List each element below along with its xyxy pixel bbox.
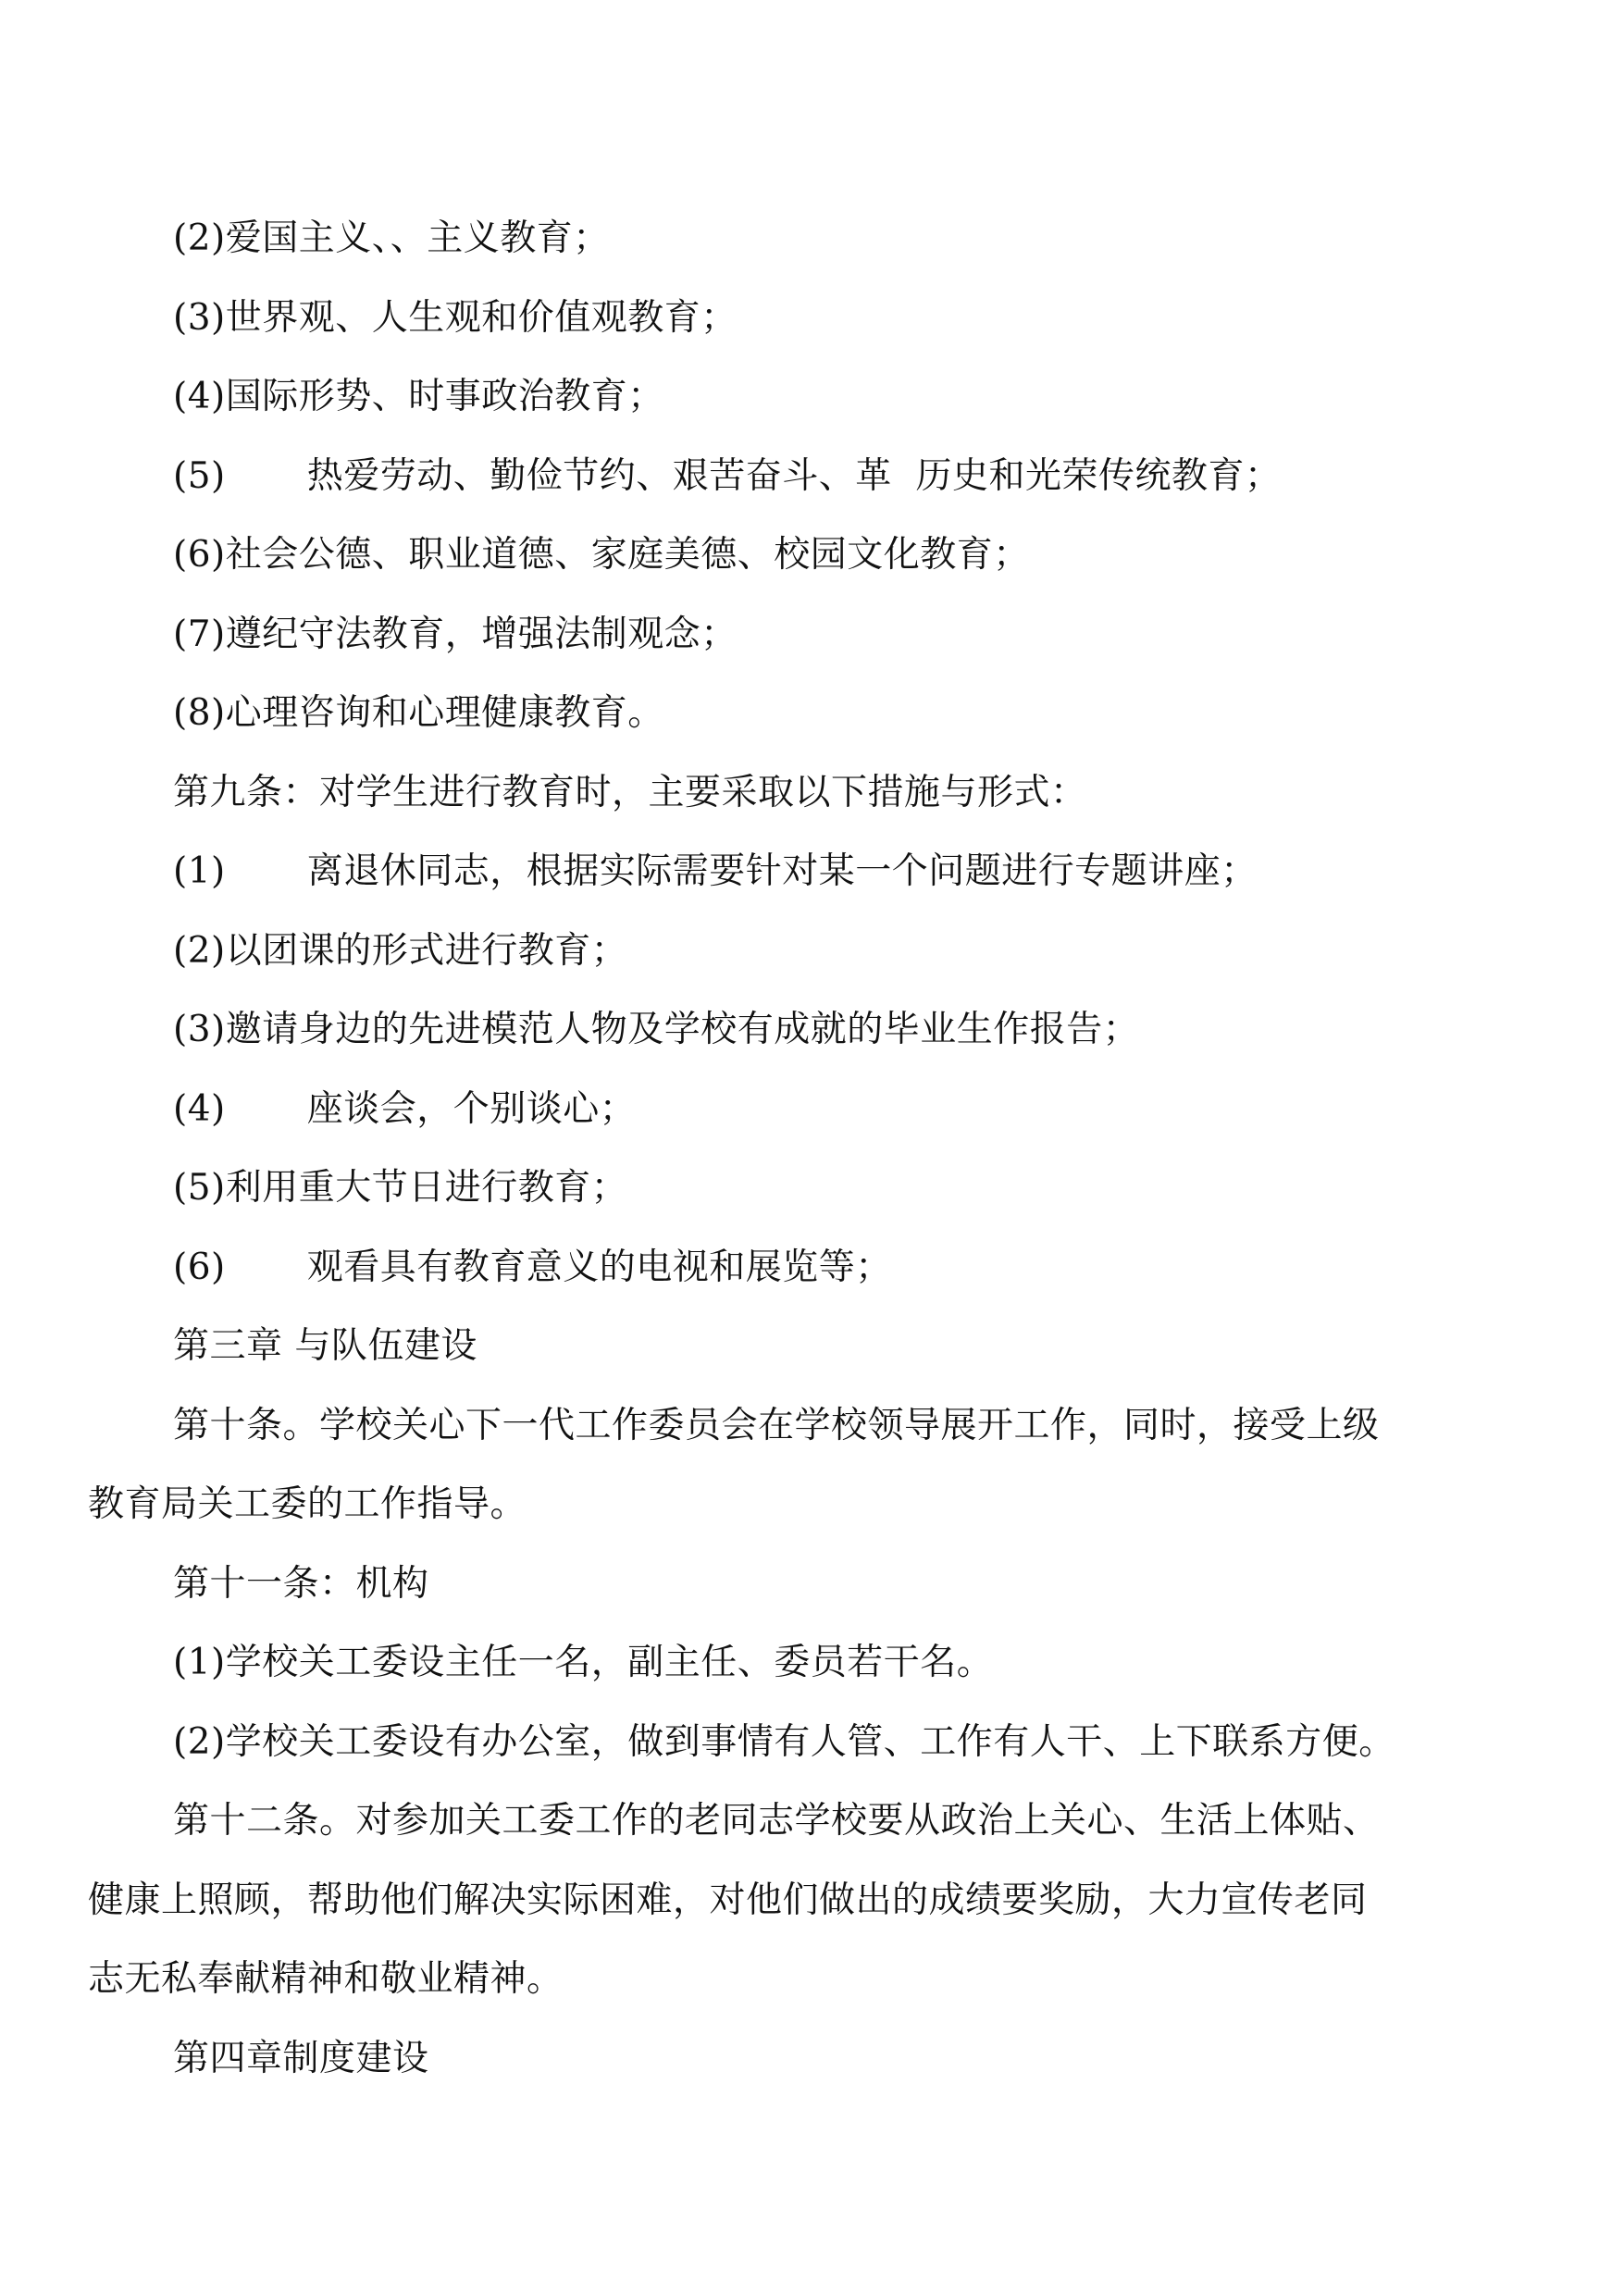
list-item xyxy=(88,437,1536,516)
item-number: (2) xyxy=(173,217,226,259)
item-number: (8) xyxy=(173,692,226,734)
item-text: 世界观、人生观和价值观教育； xyxy=(225,296,738,339)
item-text: 学校关工委设主任一名，副主任、委员若干名。 xyxy=(225,1642,994,1683)
article-12-line-3: 志无私奉献精神和敬业精神。 xyxy=(88,1958,564,2000)
item-number: (4) xyxy=(173,376,226,417)
article-12-line-1: 第十二条。对参加关工委工作的老同志学校要从政治上关心、生活上体贴、 xyxy=(173,1800,1380,1842)
item-text: 邀请身边的先进模范人物及学校有成就的毕业生作报告； xyxy=(225,1009,1140,1050)
item-number: (6) xyxy=(173,534,226,576)
item-text: 热爱劳动、勤俭节约、艰苦奋斗、革 历史和光荣传统教育； xyxy=(306,454,1282,497)
item-text: 以团课的形式进行教育； xyxy=(225,929,628,972)
article-12-line-2: 健康上照顾，帮助他们解决实际困难，对他们做出的成绩要奖励，大力宣传老同 xyxy=(88,1879,1368,1921)
item-number: (6) xyxy=(173,1246,226,1288)
item-number: (1) xyxy=(173,850,226,892)
chapter-3-heading: 第三章 与队伍建设 xyxy=(173,1325,477,1367)
list-item xyxy=(88,1148,1536,1228)
item-text: 学校关工委设有办公室，做到事情有人管、工作有人干、上下联系方便。 xyxy=(225,1720,1395,1763)
list-item xyxy=(88,199,1536,279)
document-body xyxy=(88,199,1536,2098)
item-number: (2) xyxy=(173,929,226,972)
item-text: 遵纪守法教育，增强法制观念； xyxy=(225,613,738,655)
item-number: (5) xyxy=(173,454,226,497)
article-9-heading: 第九条：对学生进行教育时，主要采取以下措施与形式： xyxy=(173,771,1087,813)
item-number: (1) xyxy=(173,1642,226,1683)
list-item xyxy=(88,279,1536,358)
list-item xyxy=(88,595,1536,675)
list-item xyxy=(88,515,1536,595)
list-item xyxy=(88,832,1536,912)
article-11-heading: 第十一条：机构 xyxy=(173,1562,429,1605)
chapter-4-heading: 第四章制度建设 xyxy=(173,2037,429,2079)
item-number: (3) xyxy=(173,296,226,339)
item-number: (3) xyxy=(173,1009,226,1050)
item-text: 座谈会，个别谈心； xyxy=(306,1087,637,1130)
list-item xyxy=(88,357,1536,437)
list-item xyxy=(88,1228,1536,1308)
item-text: 心理咨询和心理健康教育。 xyxy=(225,692,664,734)
item-text: 国际形势、时事政治教育； xyxy=(225,376,664,417)
item-text: 观看具有教育意义的电视和展览等； xyxy=(306,1246,892,1288)
item-text: 爱国主义、、主义教育； xyxy=(225,217,610,259)
article-10-line-1: 第十条。学校关心下一代工作委员会在学校领导展开工作，同时，接受上级 xyxy=(173,1404,1380,1446)
list-item xyxy=(88,912,1536,991)
item-number: (2) xyxy=(173,1720,226,1763)
item-number: (7) xyxy=(173,613,226,655)
list-item xyxy=(88,1623,1536,1703)
item-text: 社会公德、职业道德、家庭美德、校园文化教育； xyxy=(225,534,1030,576)
article-10-line-2: 教育局关工委的工作指导。 xyxy=(88,1483,527,1525)
list-item xyxy=(88,990,1536,1070)
item-number: (5) xyxy=(173,1167,226,1209)
item-text: 利用重大节日进行教育； xyxy=(225,1167,628,1209)
list-item xyxy=(88,674,1536,753)
list-item xyxy=(88,1703,1536,1782)
item-number: (4) xyxy=(173,1087,226,1130)
list-item xyxy=(88,1070,1536,1149)
item-text: 离退休同志，根据实际需要针对某一个问题进行专题讲座； xyxy=(306,850,1258,892)
